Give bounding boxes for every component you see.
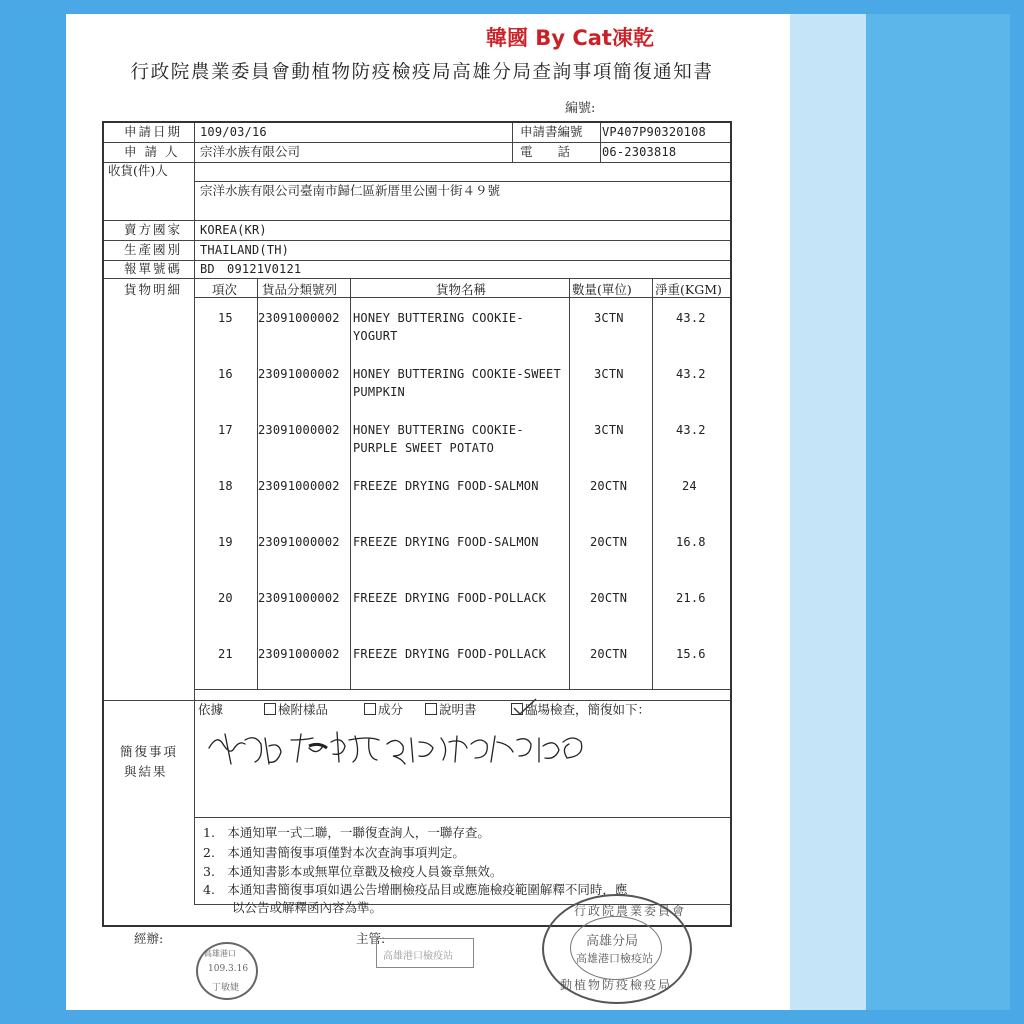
serial-label: 編號:	[565, 101, 596, 116]
goods-row-name: FREEZE DRYING FOOD-SALMON	[353, 535, 539, 549]
goods-row-name: HONEY BUTTERING COOKIE-SWEET	[353, 367, 561, 381]
applicant-label: 申 請 人	[124, 144, 180, 159]
consignee-label: 收貨(件)人	[108, 163, 168, 178]
goods-row-no: 17	[218, 423, 233, 437]
goods-row-qty: 20CTN	[590, 479, 628, 493]
goods-row-qty: 20CTN	[590, 647, 628, 661]
goods-row-code: 23091000002	[258, 647, 340, 661]
apply-no-label: 申請書編號	[520, 124, 583, 139]
goods-header-weight: 淨重(KGM)	[655, 282, 722, 297]
goods-row-no: 21	[218, 647, 233, 661]
side-panel-light	[790, 14, 866, 1010]
goods-row-weight: 43.2	[676, 423, 706, 437]
goods-row-no: 18	[218, 479, 233, 493]
goods-row-qty: 20CTN	[590, 591, 628, 605]
goods-row-code: 23091000002	[258, 591, 340, 605]
goods-row-no: 16	[218, 367, 233, 381]
goods-row-code: 23091000002	[258, 535, 340, 549]
note-3: 3. 本通知書影本或無單位章戳及檢疫人員簽章無效。	[203, 864, 503, 879]
seller-country-label: 賣方國家	[124, 222, 183, 237]
goods-label: 貨物明細	[124, 282, 183, 297]
goods-row-code: 23091000002	[258, 423, 340, 437]
goods-row-code: 23091000002	[258, 367, 340, 381]
goods-row-name: FREEZE DRYING FOOD-POLLACK	[353, 591, 547, 605]
result-label-1: 簡復事項	[120, 744, 179, 759]
result-label-2: 與結果	[124, 764, 168, 779]
checkbox-icon	[264, 703, 276, 715]
checkbox-onsite: 臨場檢查，簡復如下：	[511, 703, 650, 717]
goods-row-name: FREEZE DRYING FOOD-POLLACK	[353, 647, 547, 661]
goods-row-qty: 20CTN	[590, 535, 628, 549]
consignee-value: 宗洋水族有限公司臺南市歸仁區新厝里公園十街４９號	[200, 183, 501, 198]
goods-row-name-2: PUMPKIN	[353, 385, 405, 399]
phone-value: 06-2303818	[602, 145, 677, 159]
goods-row-name: FREEZE DRYING FOOD-SALMON	[353, 479, 539, 493]
goods-row-name: HONEY BUTTERING COOKIE-	[353, 311, 524, 325]
apply-date-label: 申請日期	[124, 124, 183, 139]
goods-row-code: 23091000002	[258, 311, 340, 325]
applicant-value: 宗洋水族有限公司	[200, 144, 301, 159]
goods-row-qty: 3CTN	[594, 311, 624, 325]
origin-value: THAILAND(TH)	[200, 243, 290, 257]
checkbox-manual: 說明書	[425, 703, 477, 717]
declaration-label: 報單號碼	[124, 261, 183, 276]
supervisor-stamp: 高雄港口檢疫站	[376, 938, 474, 968]
goods-row-weight: 24	[682, 479, 697, 493]
goods-header-name: 貨物名稱	[436, 282, 487, 297]
goods-row-code: 23091000002	[258, 479, 340, 493]
note-5: 以公告或解釋函內容為準。	[203, 900, 382, 915]
goods-row-name-2: YOGURT	[353, 329, 398, 343]
goods-header-code: 貨品分類號列	[262, 282, 338, 297]
goods-header-qty: 數量(單位)	[572, 282, 632, 297]
note-1: 1. 本通知單一式二聯，一聯復查詢人，一聯存查。	[203, 825, 490, 840]
declaration-value: BD 09121V0121	[200, 262, 302, 276]
goods-row-weight: 43.2	[676, 367, 706, 381]
goods-row-weight: 15.6	[676, 647, 706, 661]
apply-no-value: VP407P90320108	[602, 125, 706, 139]
checkbox-sample: 檢附樣品	[264, 703, 328, 717]
goods-row-weight: 16.8	[676, 535, 706, 549]
brand-watermark: 韓國 By Cat凍乾	[486, 26, 654, 50]
goods-row-no: 15	[218, 311, 233, 325]
checkbox-ingredient: 成分	[364, 703, 403, 717]
side-panel	[866, 14, 1010, 1010]
note-4: 4. 本通知書簡復事項如遇公告增刪檢疫品目或應施檢疫範圍解釋不同時，應	[203, 882, 628, 897]
handler-label: 經辦:	[134, 931, 164, 946]
note-2: 2. 本通知書簡復事項僅對本次查詢事項判定。	[203, 845, 465, 860]
checkmark-icon	[512, 698, 538, 718]
checkbox-icon	[425, 703, 437, 715]
goods-row-name-2: PURPLE SWEET POTATO	[353, 441, 495, 455]
goods-row-weight: 43.2	[676, 311, 706, 325]
seller-country-value: KOREA(KR)	[200, 223, 267, 237]
doc-title: 行政院農業委員會動植物防疫檢疫局高雄分局查詢事項簡復通知書	[130, 62, 714, 83]
basis-label: 依據	[198, 702, 224, 717]
checkbox-icon	[364, 703, 376, 715]
date-stamp: 高雄港口 109.3.16 丁敏婕	[196, 942, 258, 1000]
goods-row-weight: 21.6	[676, 591, 706, 605]
handwritten-result	[205, 730, 605, 770]
goods-header-no: 項次	[212, 282, 238, 297]
goods-row-no: 20	[218, 591, 233, 605]
phone-label: 電 話	[520, 144, 571, 159]
apply-date-value: 109/03/16	[200, 125, 267, 139]
goods-row-qty: 3CTN	[594, 367, 624, 381]
form-table	[102, 121, 732, 927]
origin-label: 生產國別	[124, 242, 183, 257]
goods-row-no: 19	[218, 535, 233, 549]
supervisor-label: 主管:	[356, 931, 386, 946]
goods-row-qty: 3CTN	[594, 423, 624, 437]
official-seal: 行政院農業委員會 高雄分局 高雄港口檢疫站 動植物防疫檢疫局	[542, 894, 692, 1004]
goods-row-name: HONEY BUTTERING COOKIE-	[353, 423, 524, 437]
